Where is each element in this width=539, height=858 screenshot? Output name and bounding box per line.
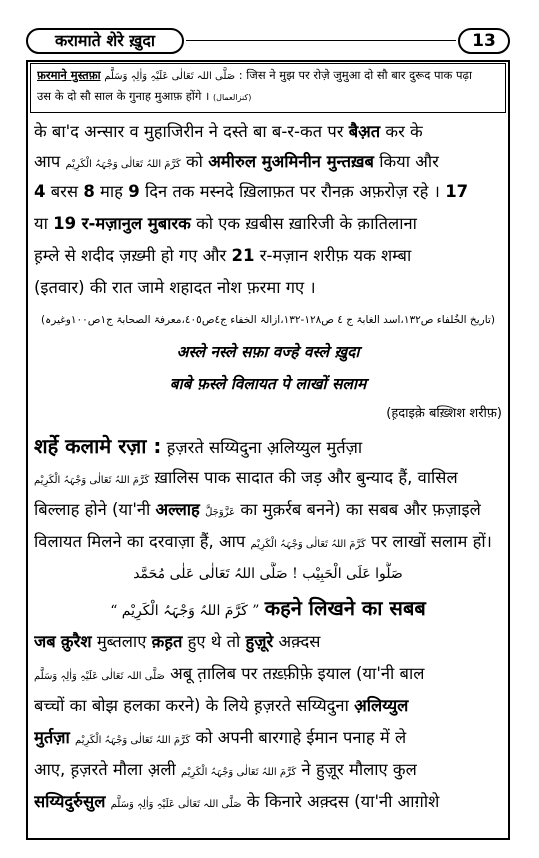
sharhe-line-4: [34, 530, 502, 557]
section2-text: मुब्तलाए: [96, 632, 147, 651]
sharhe-bold: अल्लाह: [155, 500, 200, 519]
para1-line-2: [34, 150, 502, 177]
para1-text: र-मज़ान शरीफ़ यक शम्बा: [259, 246, 412, 265]
section2-line-4: [34, 726, 502, 753]
verse-source: (ह़दाइक़े बख़्शिश शरीफ़): [386, 406, 502, 421]
header-divider: [186, 40, 456, 41]
sharhe-text: ख़ालिस पाक सादात की जड़ और बुन्याद हैं, वासिल: [154, 468, 458, 487]
sharhe-line-3: [34, 498, 502, 525]
para1-number: 8: [83, 182, 95, 201]
section2-bold: जब: [34, 632, 56, 651]
section2-text: अबू त़ालिब पर तख़्फ़ीफ़े इयाल (या'नी बाल: [170, 664, 425, 683]
section2-bold: अ़लिय्युल: [354, 696, 409, 715]
farmane-text-2: उस के दो सौ साल के गुनाह मुआफ़ होंगे ।: [37, 89, 210, 103]
section2-bold: सय्यिदुर्रुसुल: [34, 792, 106, 811]
arabic-honorific: کَرَّمَ اللہُ تَعَالٰی وَجْہَہُ الْکَرِیْم: [250, 539, 366, 550]
section2-text: हुए थे तो: [187, 632, 241, 651]
section2-text: अक़्दस: [278, 632, 321, 651]
para1-text: बरस: [50, 182, 79, 201]
section2-bold: मुर्तज़ा: [34, 728, 70, 747]
para1-text: दिन तक मस्नदे ख़िलाफ़त पर रौनक़ अफ़रोज़ रहे ।: [144, 182, 440, 201]
sharhe-line-1: [34, 434, 502, 460]
para1-number: 17: [445, 182, 469, 201]
para1-number: 9: [128, 182, 140, 201]
sharhe-line-2: [34, 466, 502, 493]
para1-text: या: [34, 214, 48, 233]
verse-line-2: बाबे फ़स्ले विलायत पे लाखों सलाम: [169, 375, 367, 393]
section2-text: आए, ह़ज़रते मौला अ़ली: [34, 760, 176, 779]
arabic-honorific: کَرَّمَ اللہُ تَعَالٰی وَجْہَہُ الْکَرِیْم: [181, 767, 297, 778]
arabic-honorific: کَرَّمَ اللہُ تَعَالٰی وَجْہَہُ الْکَرِیْم: [75, 735, 191, 746]
para1-text: माह: [100, 182, 123, 201]
section2-heading-line: [34, 596, 502, 623]
farmane-line-2: [37, 88, 499, 106]
farmane-mustafa-box: [30, 63, 506, 113]
farmane-label: फ़रमाने मुस्तफ़ा: [37, 68, 101, 82]
arabic-honorific: کَرَّمَ اللہُ تَعَالٰی وَجْہَہُ الْکَرِیْم: [65, 159, 181, 170]
farmane-line-1: [37, 67, 499, 85]
para1-text: कर के: [385, 122, 423, 141]
para1-text: को एक ख़बीस ख़ारिजी के क़ातिलाना: [196, 214, 417, 233]
para1-line-4: [34, 212, 502, 236]
section2-text: ने हुज़ूर मौलाए कुल: [301, 760, 417, 779]
para1-text: ह़म्ले से शदीद ज़ख़्मी हो गए और: [34, 246, 227, 265]
para1-bold: 19 र-मज़ानुल मुबारक: [53, 214, 191, 233]
para1-text: आप: [34, 152, 61, 171]
section2-line-3: [34, 694, 502, 718]
section2-line-1: [34, 630, 502, 654]
verse-line-1: अस्ले नस्ले सफ़ा वज्हे वस्ले ख़ुदा: [176, 343, 360, 361]
section2-text: के किनारे अक़्दस (या'नी आग़ोशे: [246, 792, 440, 811]
section2-bold: हुज़ूरे: [245, 632, 274, 651]
honorific-text: صَلَّی اللہ تَعَالٰی عَلَیْہِ وَاٰلِہٖ وَسَلَّم: [104, 71, 236, 82]
section2-line-5: [34, 758, 502, 785]
para1-bold: बैअ़त: [348, 122, 381, 141]
para1-text: (इतवार) की रात जामे शहादत नोश फ़रमा गए ।: [34, 278, 316, 297]
sharhe-text: ह़ज़रते सय्यिदुना अ़लिय्युल मुर्तज़ा: [166, 438, 363, 457]
salu-alal-habib: صَلُّوا عَلَی الْحَبِیْب ! صَلَّی اللہُ تَعَالٰی عَلٰی مُحَمَّد: [133, 566, 403, 582]
section2-text: बच्चों का बोझ हलका करने) के लिये ह़ज़रते सय्यिदुना: [34, 696, 349, 715]
arabic-honorific: صَلَّی اللہ تَعَالٰی عَلَیْہِ وَاٰلِہٖ وَسَلَّم: [110, 799, 242, 810]
para1-text: के बा'द अन्सार व मुहाजिरीन ने दस्ते बा ब-र-कत पर: [34, 122, 344, 141]
section2-bold: क़ुरैश: [60, 632, 92, 651]
para1-bold: अमीरुल मुअमिनीन मुन्तख़ब: [208, 152, 374, 171]
para1-text: को: [186, 152, 203, 171]
arabic-honorific: عَزَّوَجَلَّ: [205, 507, 236, 518]
section2-heading: कहने लिखने का सबब: [264, 596, 426, 620]
book-title: करामाते शेरे ख़ुदा: [26, 28, 184, 54]
sharhe-text: पर लाखों सलाम हों।: [371, 532, 492, 551]
sharhe-text: का मुक़र्रब बनने) का सबब और फ़ज़ाइले: [240, 500, 481, 519]
para1-number: 4: [34, 182, 46, 201]
arabic-honorific: صَلَّی اللہ تَعَالٰی عَلَیْہِ وَاٰلِہٖ وَسَلَّم: [34, 671, 165, 682]
section2-bold: क़ह़त: [151, 632, 183, 651]
page-header: [26, 28, 510, 56]
reference-citation: (تاریخ الخُلفاء ص۱۳۲،اسد الغابۃ ج ٤ ص۱۲۸-۱۳۲،ازالۃ الخفاء ج٤ص٤٠٥،معرفۃ الصحابۃ ج۱ص۱۰۰وغیرہ): [41, 314, 495, 326]
sharhe-text: बिल्लाह होने (या'नी: [34, 500, 151, 519]
para1-line-5: [34, 244, 502, 268]
section2-text: को अपनी बारगाहे ईमान पनाह में ले: [195, 728, 407, 747]
para1-bold: 21: [231, 246, 255, 265]
sharhe-heading: शर्हे कलामे रज़ा :: [34, 434, 162, 458]
farmane-text-1: : जिस ने मुझ पर रोज़े जुमुआ दो सौ बार दुरूद पाक पढ़ा: [238, 68, 472, 82]
para1-line-3: [34, 180, 502, 204]
farmane-source: (کنزالعمال): [213, 93, 252, 102]
page-number: 13: [458, 28, 510, 54]
arabic-honorific: کَرَّمَ اللہُ تَعَالٰی وَجْہَہُ الْکَرِیْم: [34, 475, 150, 486]
sharhe-text: विलायत मिलने का दरवाज़ा हैं, आप: [34, 532, 246, 551]
para1-line-6: [34, 276, 502, 300]
section2-line-6: [34, 790, 502, 817]
section2-line-2: [34, 662, 502, 689]
para1-line-1: [34, 120, 502, 144]
para1-text: किया और: [379, 152, 439, 171]
section2-quote: “ کَرَّمَ اللہُ وَجْہَہُ الْکَرِیْم ”: [110, 603, 260, 619]
